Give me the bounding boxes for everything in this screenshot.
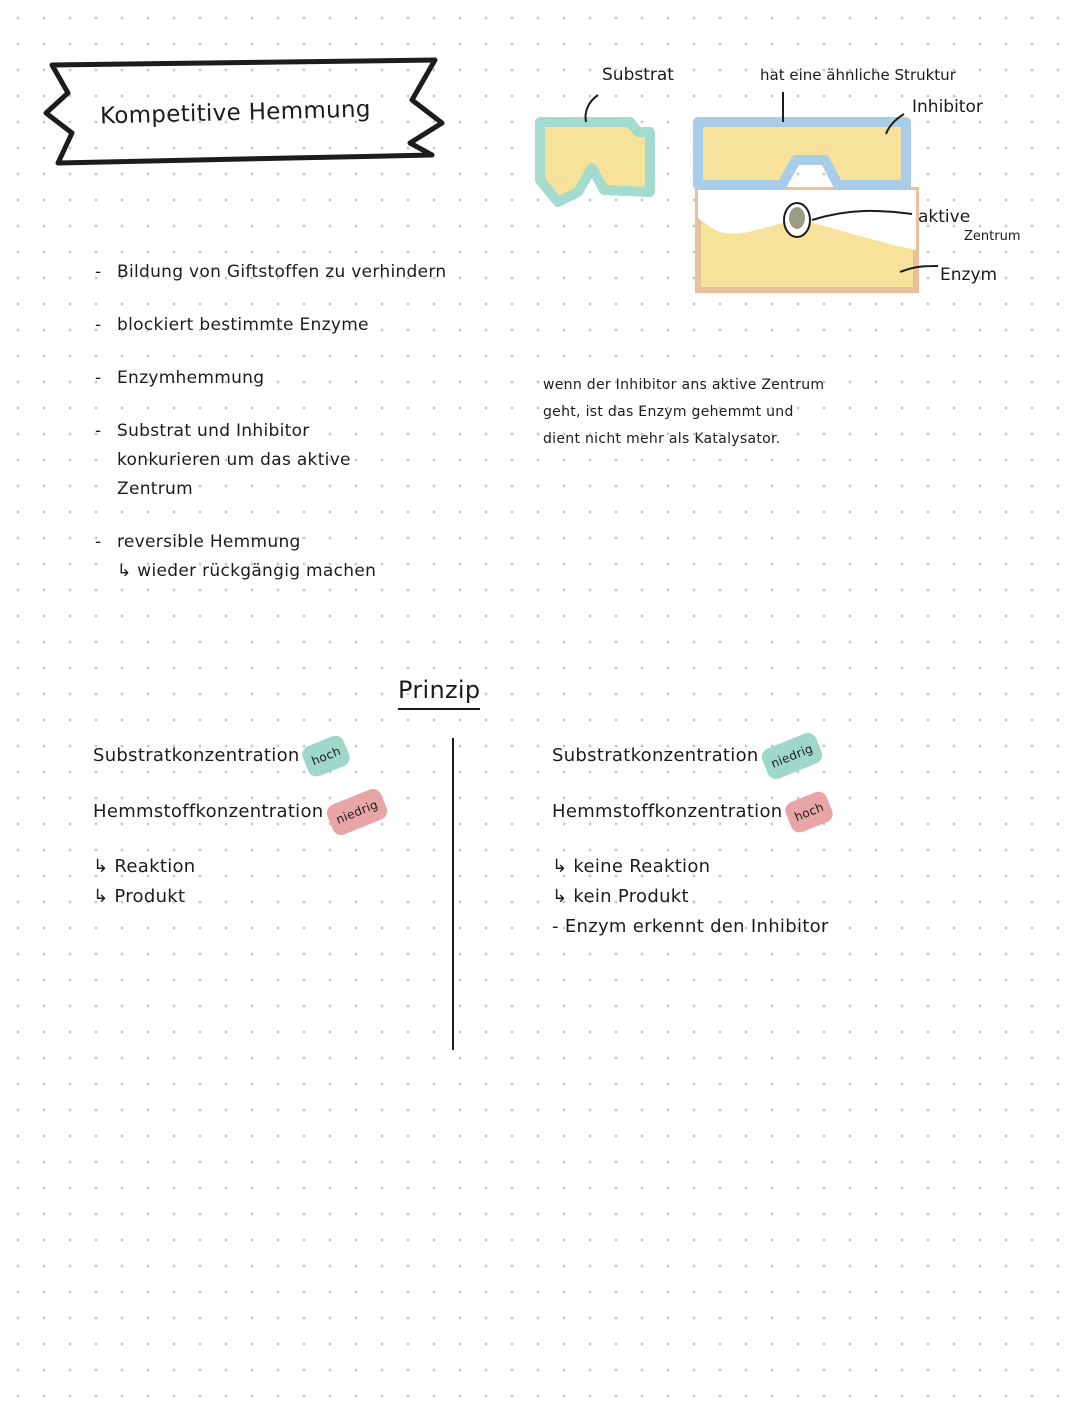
principle-left-column [93, 740, 433, 912]
result-list [93, 852, 433, 912]
label-enzyme: Enzym [940, 265, 998, 285]
label-active-site-2: Zentrum [964, 229, 1021, 244]
inhibitor-concentration-label: Hemmstoffkonzentration [93, 801, 324, 822]
active-site-dot [789, 207, 805, 229]
principle-right-column [552, 740, 912, 942]
substrate-shape [540, 122, 650, 202]
bullet-list [95, 258, 475, 610]
result-item: ↳ Produkt [93, 886, 186, 907]
inhibitor-value-badge: hoch [782, 789, 835, 835]
bullet-item: - Substrat und Inhibitor konkurieren um das aktive Zentrum [95, 417, 475, 504]
substrate-concentration-label: Substratkonzentration [93, 745, 300, 766]
inhibitor-concentration-row [552, 796, 912, 828]
inhibitor-concentration-row [93, 796, 433, 828]
description-line: dient nicht mehr als Katalysator. [543, 431, 781, 447]
column-divider [452, 738, 454, 1050]
substrate-value-badge: hoch [299, 733, 352, 779]
substrate-concentration-row [93, 740, 433, 772]
inhibitor-shape [698, 122, 906, 185]
result-item: ↳ Reaktion [93, 856, 196, 877]
bullet-item: - reversible Hemmung ↳ wieder rückgängig machen [95, 528, 475, 586]
principle-title: Prinzip [398, 676, 480, 710]
diagram-description [543, 372, 903, 453]
enzyme-diagram [520, 50, 1060, 320]
result-item: ↳ keine Reaktion [552, 856, 711, 877]
label-similar-structure: hat eine ähnliche Struktur [760, 66, 956, 84]
result-item: ↳ kein Produkt [552, 886, 689, 907]
bullet-item: - Enzymhemmung [95, 364, 475, 393]
inhibitor-value-badge: niedrig [324, 786, 390, 837]
label-active-site-1: aktive [918, 207, 971, 227]
result-list [552, 852, 912, 942]
substrate-value-badge: niedrig [759, 730, 825, 781]
inhibitor-concentration-label: Hemmstoffkonzentration [552, 801, 783, 822]
substrate-concentration-label: Substratkonzentration [552, 745, 759, 766]
page-title: Kompetitive Hemmung [99, 96, 372, 130]
substrate-concentration-row [552, 740, 912, 772]
label-inhibitor: Inhibitor [912, 97, 983, 117]
description-line: wenn der Inhibitor ans aktive Zentrum [543, 377, 825, 393]
bullet-item: - blockiert bestimmte Enzyme [95, 311, 475, 340]
bullet-item: - Bildung von Giftstoffen zu verhindern [95, 258, 475, 287]
result-item: - Enzym erkennt den Inhibitor [552, 916, 829, 937]
label-substrate: Substrat [602, 65, 674, 85]
description-line: geht, ist das Enzym gehemmt und [543, 404, 794, 420]
